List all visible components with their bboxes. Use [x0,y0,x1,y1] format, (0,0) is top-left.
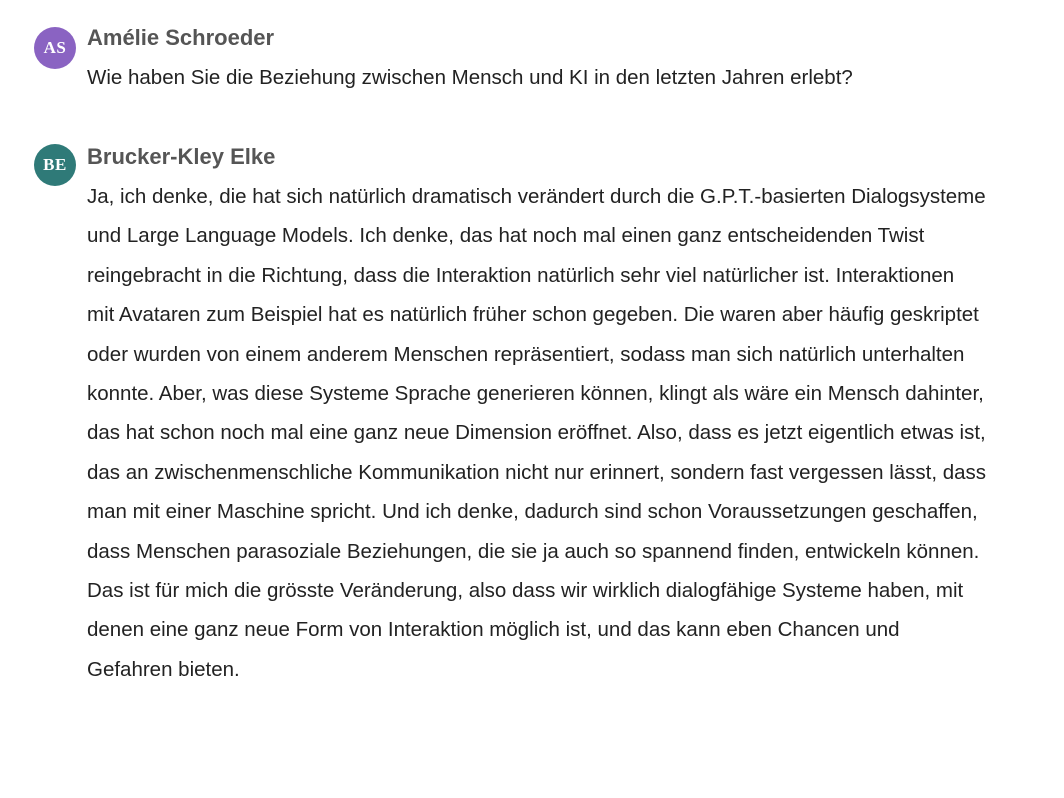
transcript-text: Wie haben Sie die Beziehung zwischen Mensch und KI in den letzten Jahren erlebt? [87,66,853,89]
speaker-name: Brucker-Kley Elke [87,144,276,169]
transcript-text: Ja, ich denke, die hat sich natürlich dramatisch verändert durch die G.P.T.-basierten Dialogsysteme und Large Language Models. Ich denke, das hat noch mal einen ganz entscheidenden Twist reingebracht in die Richtung, dass die Interaktion natürlich sehr viel natürlicher ist. Interaktionen mit Avataren zum Beispiel hat es natürlich früher schon gegeben. Die waren aber häufig geskriptet oder wurden von einem anderem Menschen repräsentiert, sodass man sich natürlich unterhalten konnte. Aber, was diese Systeme Sprache generieren können, klingt als wäre ein Mensch dahinter, das hat schon noch mal eine ganz neue Dimension eröffnet. Also, dass es jetzt eigentlich etwas ist, das an zwischenmenschliche Kommunikation nicht nur erinnert, sondern fast vergessen lässt, dass man mit einer Maschine spricht. Und ich denke, dadurch sind schon Voraussetzungen geschaffen, dass Menschen parasoziale Beziehungen, die sie ja auch so spannend finden, entwickeln können. Das ist für mich die grösste Veränderung, also dass wir wirklich dialogfähige Systeme haben, mit denen eine ganz neue Form von Interaktion möglich ist, und das kann eben Chancen und Gefahren bieten. [87,185,987,681]
avatar: AS [34,27,76,69]
speaker-name: Amélie Schroeder [87,25,275,50]
avatar: BE [34,144,76,186]
